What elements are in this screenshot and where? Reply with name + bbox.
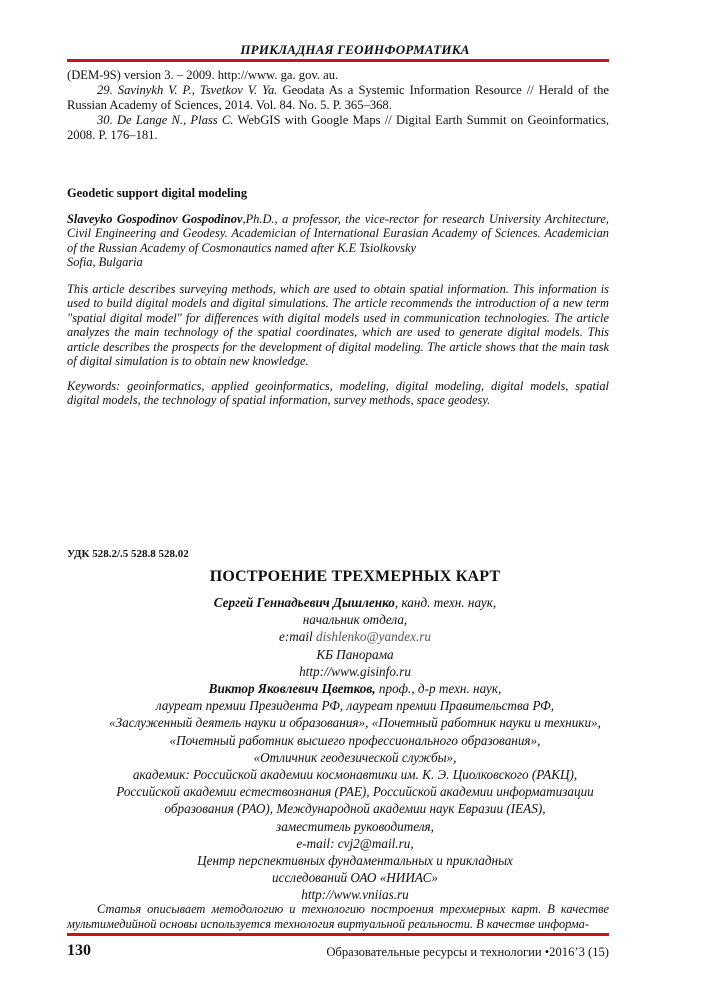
english-author-name: Slaveyko Gospodinov Gospodinov xyxy=(67,211,243,226)
english-summary xyxy=(67,186,609,408)
author2-position: заместитель руководителя, xyxy=(276,818,434,834)
reference-30-authors: 30. De Lange N., Plass C. xyxy=(97,113,234,127)
author2-organization-2: исследований ОАО «НИИАС» xyxy=(272,870,438,886)
author2-academies-3: образования (РАО), Международной академии наук Евразии (IEAS), xyxy=(164,801,546,817)
running-header: ПРИКЛАДНАЯ ГЕОИНФОРМАТИКА xyxy=(240,42,470,57)
reference-list xyxy=(67,68,609,143)
author2-line xyxy=(40,680,670,697)
footer-rule xyxy=(67,933,609,936)
reference-29-text: Geodata As a Systemic Information Resource // Herald of the Russian Academy of Sciences, 2014. Vol. 84. No. 5. P. 365–368. xyxy=(67,83,609,112)
author2-academies-1: академик: Российской академии космонавтики им. К. Э. Циолковского (РАКЦ), xyxy=(132,767,578,783)
author2-academies-2: Российской академии естествознания (РАЕ), Российской академии информатизации xyxy=(116,784,594,800)
author2-name: Виктор Яковлевич Цветков, xyxy=(208,681,376,697)
author1-url[interactable]: http://www.gisinfo.ru xyxy=(299,663,411,679)
russian-abstract: Статья описывает методологию и технологию построения трехмерных карт. В качестве мультимедийной основы используется технология виртуальной реальности. В качестве информа- xyxy=(67,902,609,931)
english-title: Geodetic support digital modeling xyxy=(67,186,248,200)
author2-email[interactable]: e-mail: cvj2@mail.ru, xyxy=(296,835,414,851)
english-author-block xyxy=(67,212,609,270)
author2-awards-1: лауреат премии Президента РФ, лауреат премии Правительства РФ, xyxy=(155,698,555,714)
author2-awards-3: «Почетный работник высшего профессионального образования», xyxy=(169,732,541,748)
author1-line xyxy=(40,594,670,611)
reference-29-authors: 29. Savinykh V. P., Tsvetkov V. Ya. xyxy=(97,83,278,97)
reference-30-text: WebGIS with Google Maps // Digital Earth Summit on Geoinformatics, 2008. P. 176–181. xyxy=(67,113,609,142)
header-rule xyxy=(67,59,609,62)
journal-footer: Образовательные ресурсы и технологии •2016’3 (15) xyxy=(326,945,609,959)
author1-organization: КБ Панорама xyxy=(316,646,394,662)
reference-continuation: (DEM-9S) version 3. – 2009. http://www. ga. gov. au. xyxy=(67,68,339,82)
reference-29 xyxy=(67,83,609,113)
author2-rank: проф., д-р техн. наук, xyxy=(375,681,502,697)
author2-organization-1: Центр перспективных фундаментальных и прикладных xyxy=(197,853,513,869)
reference-30 xyxy=(67,113,609,143)
author1-email-label: e:mail xyxy=(278,629,316,645)
author2-awards-4: «Отличник геодезической службы», xyxy=(253,749,457,765)
udk-code: УДК 528.2/.5 528.8 528.02 xyxy=(67,548,189,560)
author1-name: Сергей Геннадьевич Дышленко xyxy=(213,595,395,610)
author2-awards-2: «Заслуженный деятель науки и образования», «Почетный работник науки и техники», xyxy=(109,715,601,731)
author1-rank: , канд. техн. наук, xyxy=(394,595,497,610)
author2-url[interactable]: http://www.vniias.ru xyxy=(301,887,409,903)
english-location: Sofia, Bulgaria xyxy=(67,255,143,269)
english-author-details: ,Ph.D., a professor, the vice-rector for research University Architecture, Civil Engineering and Geodesy. Academician of International Eurasian Academy of Sciences. Academician of the Russian Academy of Cosmonautics named after K.E Tsiolkovsky xyxy=(67,211,610,255)
author1-email-line xyxy=(40,628,670,645)
article-title: ПОСТРОЕНИЕ ТРЕХМЕРНЫХ КАРТ xyxy=(209,568,501,585)
russian-author-block xyxy=(40,594,670,904)
english-keywords: Keywords: geoinformatics, applied geoinformatics, modeling, digital modeling, digital models, spatial digital models, the technology of spatial information, survey methods, space geodesy. xyxy=(67,378,609,407)
author1-position: начальник отдела, xyxy=(302,612,408,628)
english-abstract: This article describes surveying methods, which are used to obtain spatial information. This information is used to build digital models and digital simulations. The article recommends the introduction of a new term "spatial digital model" for differences with digital models used in communication technologies. The article analyzes the main technology of the spatial coordinates, which are used to generate digital models. This article describes the prospects for the development of digital modeling. The article shows that the main task of digital simulation is to obtain new knowledge. xyxy=(67,281,609,368)
author1-email[interactable]: dishlenko@yandex.ru xyxy=(315,629,432,645)
page-number: 130 xyxy=(67,942,91,959)
